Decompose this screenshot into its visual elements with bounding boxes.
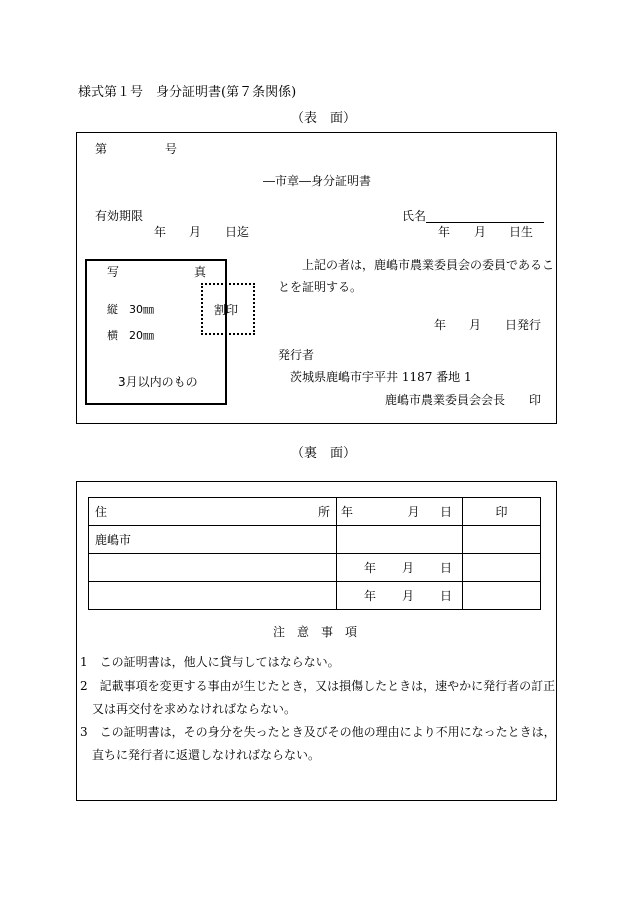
photo-height-label: 縦 30㎜ xyxy=(107,303,154,316)
validity-year: 年 xyxy=(154,225,167,239)
name-underline xyxy=(426,222,544,223)
table-row xyxy=(89,526,541,554)
issue-year: 年 xyxy=(434,318,447,332)
birth-year: 年 xyxy=(438,225,451,239)
note-1: 1 この証明書は，他人に貸与してはならない。 xyxy=(80,655,340,669)
row-3-seal xyxy=(463,582,541,610)
table-row xyxy=(89,554,541,582)
table-row xyxy=(89,582,541,610)
row-3-address xyxy=(89,582,337,610)
issuer-seal: 印 xyxy=(529,393,542,407)
row-1-seal xyxy=(463,526,541,554)
issue-day: 日発行 xyxy=(505,318,542,332)
row-3-year: 年 xyxy=(363,588,376,603)
seal-label: 割印 xyxy=(214,303,239,317)
card-title: ―市章―身分証明書 xyxy=(263,174,372,188)
notes-title: 注 意 事 項 xyxy=(273,625,358,639)
header-address xyxy=(89,498,337,526)
photo-label-left: 写 xyxy=(107,265,120,279)
issuer-address: 茨城県鹿嶋市宇平井 1187 番地 1 xyxy=(290,370,472,384)
back-side-label: （裏 面） xyxy=(291,446,357,461)
photo-label-right: 真 xyxy=(194,265,207,279)
header-address-right: 所 xyxy=(317,504,330,519)
number-prefix: 第 xyxy=(95,142,108,156)
birth-day: 日生 xyxy=(509,225,534,239)
note-2-continued: 又は再交付を求めなければならない。 xyxy=(80,702,297,716)
table-header-row xyxy=(89,498,541,526)
row-2-seal xyxy=(463,554,541,582)
row-1-date xyxy=(337,526,463,554)
header-date xyxy=(337,498,463,526)
row-3-day: 日 xyxy=(439,588,452,603)
row-3-month: 月 xyxy=(401,588,414,603)
certification-line-2: とを証明する。 xyxy=(278,280,363,294)
photo-width-label: 横 20㎜ xyxy=(107,329,154,342)
issuer-label: 発行者 xyxy=(278,348,315,362)
number-suffix: 号 xyxy=(165,142,178,156)
validity-day: 日迄 xyxy=(225,225,250,239)
front-side-label: （表 面） xyxy=(291,111,357,126)
name-label: 氏名 xyxy=(402,209,427,223)
row-2-date xyxy=(337,554,463,582)
header-month: 月 xyxy=(407,504,420,519)
row-2-year: 年 xyxy=(363,560,376,575)
form-number: 様式第１号 身分証明書(第７条関係) xyxy=(78,85,297,100)
row-2-address xyxy=(89,554,337,582)
row-3-date xyxy=(337,582,463,610)
address-history-table xyxy=(88,497,541,610)
photo-note: 3月以内のもの xyxy=(118,375,198,389)
header-day: 日 xyxy=(439,504,452,519)
row-2-month: 月 xyxy=(401,560,414,575)
row-2-day: 日 xyxy=(439,560,452,575)
issuer-name: 鹿嶋市農業委員会会長 xyxy=(385,393,506,407)
validity-label: 有効期限 xyxy=(95,209,144,223)
issue-month: 月 xyxy=(469,318,482,332)
certification-line-1: 上記の者は，鹿嶋市農業委員会の委員であるこ xyxy=(302,258,555,272)
note-3: 3 この証明書は，その身分を失ったとき及びその他の理由により不用になったときは， xyxy=(80,725,556,739)
row-1-address: 鹿嶋市 xyxy=(89,526,337,554)
header-seal: 印 xyxy=(463,498,541,526)
note-2: 2 記載事項を変更する事由が生じたとき，又は損傷したときは，速やかに発行者の訂正 xyxy=(80,679,556,693)
note-3-continued: 直ちに発行者に返還しなければならない。 xyxy=(80,748,321,762)
validity-month: 月 xyxy=(189,225,202,239)
header-address-left: 住 xyxy=(95,504,108,519)
header-year: 年 xyxy=(341,504,354,519)
birth-month: 月 xyxy=(474,225,487,239)
